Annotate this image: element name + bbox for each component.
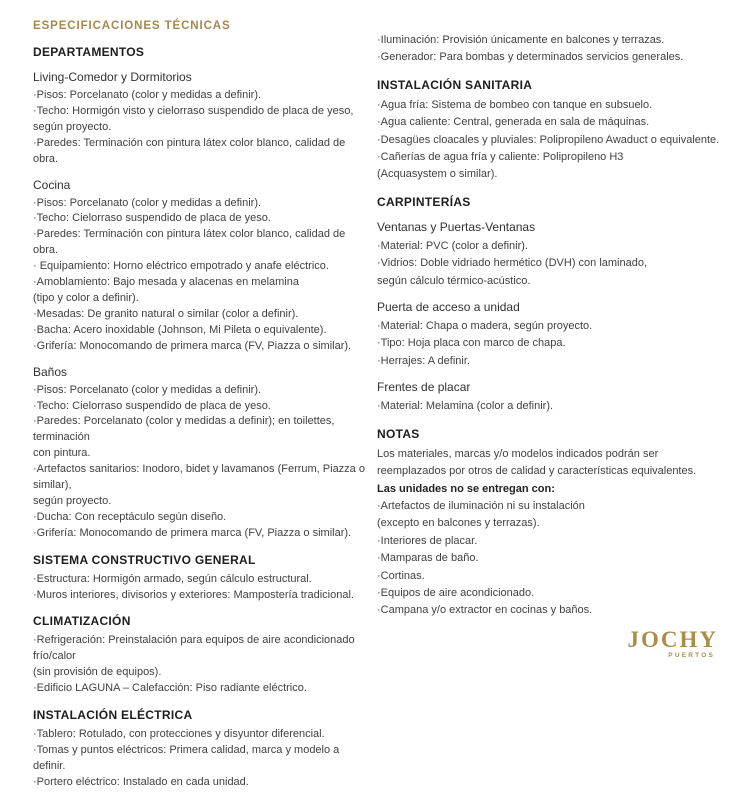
spec-line: ·Grifería: Monocomando de primera marca (FV, Piazza o similar). (33, 339, 352, 352)
spec-line: ·Techo: Cielorraso suspendido de placa de yeso. (33, 212, 271, 225)
sub-heading: Baños (33, 364, 68, 379)
spec-line: ·Edificio LAGUNA – Calefacción: Piso radiante eléctrico. (33, 682, 307, 695)
section-heading: INSTALACIÓN SANITARIA (377, 77, 533, 92)
spec-block (33, 614, 369, 697)
spec-line: (tipo y color a definir). (33, 291, 139, 304)
sub-heading: Puerta de acceso a unidad (377, 300, 520, 315)
spec-block (377, 32, 725, 67)
spec-block (33, 45, 369, 60)
spec-line: ·Desagües cloacales y pluviales: Polipropileno Awaduct o equivalente. (377, 133, 720, 146)
spec-line: ·Equipos de aire acondicionado. (377, 586, 535, 599)
spec-block (377, 380, 725, 415)
section-heading: INSTALACIÓN ELÉCTRICA (33, 708, 193, 723)
sub-heading: Ventanas y Puertas-Ventanas (377, 219, 536, 234)
spec-line: · Equipamiento: Horno eléctrico empotrado y anafe eléctrico. (33, 260, 329, 273)
section-heading: SISTEMA CONSTRUCTIVO GENERAL (33, 552, 256, 567)
section-heading: DEPARTAMENTOS (33, 45, 145, 59)
spec-line: ·Estructura: Hormigón armado, según cálculo estructural. (33, 572, 312, 585)
spec-block (377, 300, 725, 370)
spec-line: ·Cañerías de agua fría y caliente: Polipropileno H3 (377, 151, 624, 164)
spec-line: (excepto en balcones y terrazas). (377, 517, 540, 530)
spec-line: ·Artefactos sanitarios: Inodoro, bidet y lavamanos (Ferrum, Piazza o similar), (33, 463, 365, 492)
spec-line: ·Refrigeración: Preinstalación para equipos de aire acondicionado frío/calor (33, 634, 355, 663)
spec-line: ·Artefactos de iluminación ni su instalación (377, 499, 585, 512)
spec-line: ·Tomas y puntos eléctricos: Primera calidad, marca y modelo a definir. (33, 744, 340, 772)
spec-block (33, 708, 369, 791)
spec-line: ·Interiores de placar. (377, 534, 478, 547)
spec-block (33, 365, 369, 542)
spec-line: ·Mamparas de baño. (377, 552, 479, 565)
spec-line: ·Tipo: Hoja placa con marco de chapa. (377, 337, 566, 350)
page-title: ESPECIFICACIONES TÉCNICAS (33, 20, 231, 32)
spec-line: ·Campana y/o extractor en cocinas y baños. (377, 604, 593, 617)
spec-line: ·Material: Chapa o madera, según proyecto. (377, 320, 593, 333)
spec-line: ·Techo: Hormigón visto y cielorraso suspendido de placa de yeso, (33, 104, 354, 117)
spec-line: Los materiales, marcas y/o modelos indicados podrán ser (377, 447, 659, 460)
spec-line: ·Agua fría: Sistema de bombeo con tanque en subsuelo. (377, 98, 653, 111)
logo-tagline-text: PUERTOS (668, 652, 715, 659)
right-column (377, 32, 725, 629)
spec-line: reemplazados por otros de calidad y características equivalentes. (377, 465, 697, 478)
jochy-logo (628, 629, 719, 659)
spec-line: ·Paredes: Porcelanato (color y medidas a definir); en toilettes, terminación (33, 415, 335, 444)
sub-heading: Frentes de placar (377, 380, 471, 395)
spec-line: ·Material: Melamina (color a definir). (377, 400, 554, 413)
spec-line: ·Material: PVC (color a definir). (377, 239, 528, 252)
spec-block (33, 178, 369, 355)
spec-line: ·Grifería: Monocomando de primera marca (FV, Piazza o similar). (33, 526, 352, 539)
spec-block (377, 220, 725, 290)
spec-line: según proyecto. (33, 120, 112, 133)
spec-line: ·Paredes: Terminación con pintura látex color blanco, calidad de obra. (33, 136, 346, 165)
section-heading: CARPINTERÍAS (377, 194, 471, 209)
spec-line: ·Techo: Cielorraso suspendido de placa de yeso. (33, 399, 271, 412)
spec-line: ·Herrajes: A definir. (377, 354, 470, 367)
spec-line: (sin provisión de equipos). (33, 666, 162, 679)
spec-block (33, 70, 369, 168)
spec-line: ·Iluminación: Provisión únicamente en balcones y terrazas. (377, 34, 665, 46)
spec-block (377, 78, 725, 184)
section-heading: NOTAS (377, 426, 420, 441)
spec-line: ·Cortinas. (377, 569, 425, 582)
spec-line: ·Muros interiores, divisorios y exteriores: Mampostería tradicional. (33, 588, 354, 601)
spec-line: (Acquasystem o similar). (377, 168, 498, 181)
spec-line: según proyecto. (33, 494, 112, 507)
sub-heading: Living-Comedor y Dormitorios (33, 70, 192, 84)
spec-line: ·Vidrios: Doble vidriado hermético (DVH) con laminado, (377, 257, 648, 270)
spec-line: ·Amoblamiento: Bajo mesada y alacenas en melamina (33, 276, 299, 289)
left-column (33, 20, 369, 800)
section-heading: CLIMATIZACIÓN (33, 614, 131, 629)
spec-line: ·Portero eléctrico: Instalado en cada unidad. (33, 775, 249, 788)
spec-line: ·Pisos: Porcelanato (color y medidas a definir). (33, 196, 262, 209)
sub-heading: Cocina (33, 177, 71, 192)
logo-brand-text: JOCHY (627, 627, 718, 652)
spec-line: ·Bacha: Acero inoxidable (Johnson, Mi Pileta o equivalente). (33, 323, 327, 336)
spec-line: ·Ducha: Con receptáculo según diseño. (33, 510, 227, 523)
spec-line: según cálculo térmico-acústico. (377, 274, 531, 287)
spec-line: ·Mesadas: De granito natural o similar (color a definir). (33, 307, 299, 320)
spec-line: ·Tablero: Rotulado, con protecciones y disyuntor diferencial. (33, 728, 325, 741)
spec-line: ·Pisos: Porcelanato (color y medidas a definir). (33, 89, 262, 101)
spec-line: ·Paredes: Terminación con pintura látex color blanco, calidad de obra. (33, 228, 346, 257)
right-column-blocks (377, 32, 725, 620)
spec-line: ·Agua caliente: Central, generada en sala de máquinas. (377, 116, 650, 129)
spec-block (377, 195, 725, 210)
spec-line: con pintura. (33, 447, 91, 460)
spec-block (33, 553, 369, 604)
spec-block (377, 427, 725, 620)
left-column-blocks (33, 45, 369, 791)
spec-line: ·Generador: Para bombas y determinados servicios generales. (377, 51, 684, 64)
spec-line: ·Pisos: Porcelanato (color y medidas a definir). (33, 383, 262, 396)
list-intro-strong: Las unidades no se entregan con: (377, 482, 555, 495)
